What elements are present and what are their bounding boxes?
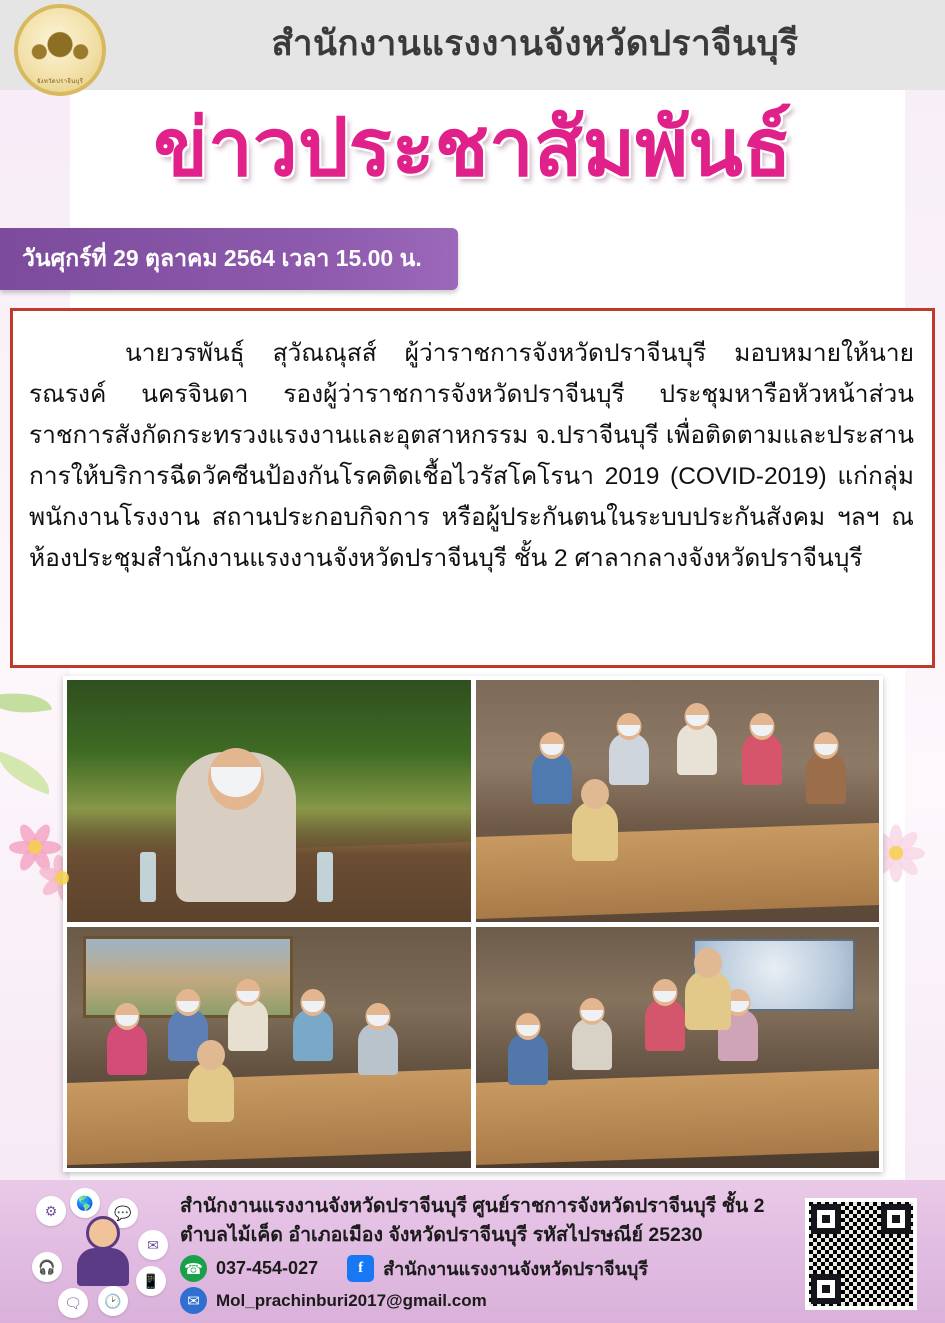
attendee <box>609 733 649 785</box>
gear-icon: ⚙ <box>36 1196 66 1226</box>
date-text: วันศุกร์ที่ 29 ตุลาคม 2564 เวลา 15.00 น. <box>22 245 422 271</box>
chairperson <box>572 801 618 861</box>
phone-number: 037-454-027 <box>216 1258 319 1278</box>
address-line-2: ตำบลไม้เค็ด อำเภอเมือง จังหวัดปราจีนบุรี รหัสไปรษณีย์ 25230 <box>180 1224 703 1246</box>
chat-icon: 💬 <box>108 1198 138 1228</box>
contact-details <box>180 1192 800 1314</box>
address-line-1: สำนักงานแรงงานจังหวัดปราจีนบุรี ศูนย์ราชการจังหวัดปราจีนบุรี ชั้น 2 <box>180 1195 765 1217</box>
avatar-head <box>86 1216 120 1250</box>
main-title-area <box>0 92 945 210</box>
seal-emblem <box>23 23 97 71</box>
globe-icon: 🌎 <box>70 1188 100 1218</box>
water-bottle <box>317 852 333 902</box>
date-ribbon <box>0 228 458 290</box>
mobile-icon: 📱 <box>136 1266 166 1296</box>
water-bottle <box>140 852 156 902</box>
qr-eye-top-right <box>881 1204 911 1234</box>
photo-meeting-room-with-provincial-screen <box>476 927 880 1169</box>
email-address[interactable]: Mol_prachinburi2017@gmail.com <box>216 1290 487 1310</box>
qr-eye-bottom-left <box>811 1274 841 1304</box>
attendee <box>806 752 846 804</box>
seal-caption: จังหวัดปราจีนบุรี <box>36 79 84 85</box>
office-title: สำนักงานแรงงานจังหวัดปราจีนบุรี <box>271 24 799 63</box>
phone-icon: ☎ <box>180 1255 207 1282</box>
mail-icon: ✉ <box>138 1230 168 1260</box>
photo-meeting-room-wide <box>67 927 471 1169</box>
avatar-body <box>77 1248 129 1286</box>
attendee <box>228 999 268 1051</box>
call-agent-avatar <box>74 1216 132 1286</box>
attendee <box>508 1033 548 1085</box>
facebook-page-name[interactable]: สำนักงานแรงงานจังหวัดปราจีนบุรี <box>383 1259 648 1279</box>
facebook-icon[interactable]: f <box>347 1255 374 1282</box>
announcement-box <box>10 308 935 668</box>
photo-attendees-round-table <box>476 680 880 922</box>
meeting-table <box>67 1068 471 1166</box>
email-icon: ✉ <box>180 1287 207 1314</box>
chairperson <box>188 1062 234 1122</box>
meeting-table <box>476 822 880 920</box>
page-title: ข่าวประชาสัมพันธ์ <box>153 103 792 192</box>
chairperson <box>685 970 731 1030</box>
attendee <box>107 1023 147 1075</box>
qr-code[interactable] <box>805 1198 917 1310</box>
attendee <box>645 999 685 1051</box>
attendee <box>742 733 782 785</box>
contact-illustration <box>36 1190 168 1310</box>
photo-chairman-at-meeting-table <box>67 680 471 922</box>
phone-row <box>180 1254 800 1283</box>
announcement-paragraph: นายวรพันธุ์ สุวัณณุสส์ ผู้ว่าราชการจังหวัดปราจีนบุรี มอบหมายให้นายรณรงค์ นครจินดา รองผู้ว่าราชการจังหวัดปราจีนบุรี ประชุมหารือหัวหน้าส่วนราชการสังกัดกระทรวงแรงงานและอุตสาหกรรม จ.ปราจีนบุรี เพื่อติดตามและประสานการให้บริการฉีดวัคซีนป้องกันโรคติดเชื้อไวรัสโคโรนา 2019 (COVID-2019) แก่กลุ่มพนักงานโรงงาน สถานประกอบกิจการ หรือผู้ประกันตนในระบบประกันสังคม ฯลฯ ณ ห้องประชุมสำนักงานแรงงานจังหวัดปราจีนบุรี ชั้น 2 ศาลากลางจังหวัดปราจีนบุรี <box>29 340 921 572</box>
attendee <box>572 1018 612 1070</box>
attendee <box>532 752 572 804</box>
clock-icon: 🕑 <box>98 1286 128 1316</box>
attendee <box>293 1009 333 1061</box>
speech-icon: 🗨 <box>58 1288 88 1318</box>
attendee <box>677 723 717 775</box>
email-row <box>180 1287 800 1314</box>
provincial-seal-icon <box>14 4 106 96</box>
attendee <box>358 1023 398 1075</box>
qr-eye-top-left <box>811 1204 841 1234</box>
photo-grid <box>63 676 883 1172</box>
headset-icon: 🎧 <box>32 1252 62 1282</box>
